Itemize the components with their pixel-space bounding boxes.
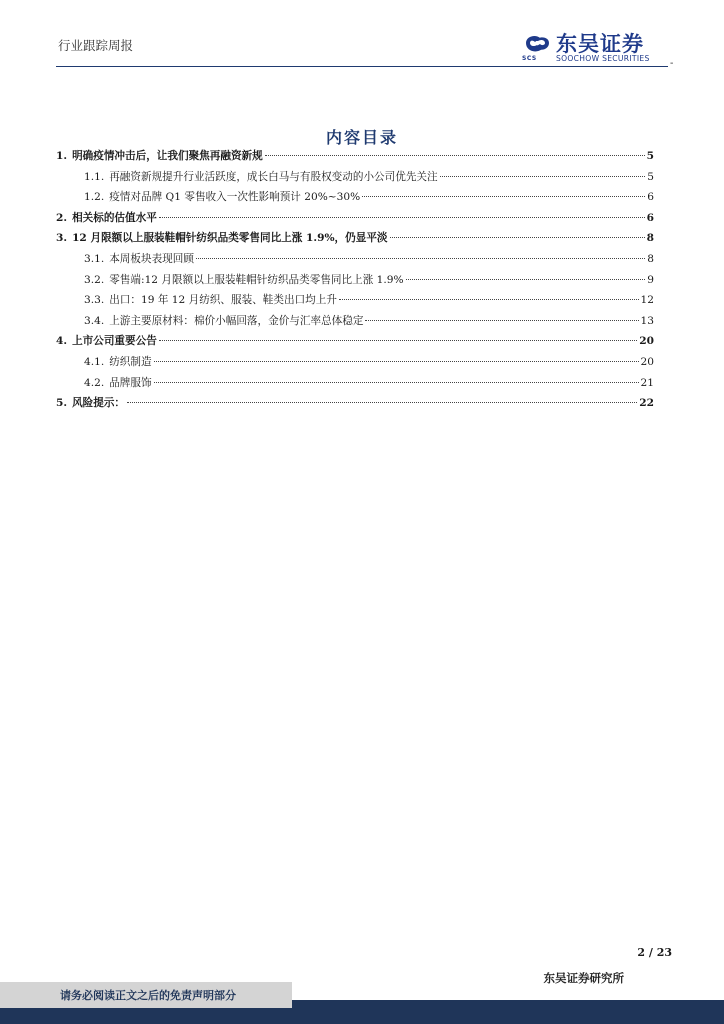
footer-bar (0, 982, 724, 1024)
toc-entry[interactable] (56, 272, 654, 293)
report-type-label: 行业跟踪周报 (58, 38, 134, 53)
toc-entry-number: 4.2. (84, 376, 105, 389)
toc-entry[interactable] (56, 169, 654, 190)
header-dash: - (670, 58, 674, 69)
toc-entry-number: 3.3. (84, 294, 105, 307)
toc-dot-leader (154, 361, 639, 362)
toc-entry-number: 1. (56, 150, 68, 162)
toc-entry-page: 6 (646, 211, 654, 224)
toc-entry[interactable] (56, 210, 654, 231)
toc-entry-title: 12 月限额以上服装鞋帽针纺织品类零售同比上涨 1.9%，仍显平淡 (72, 232, 388, 245)
toc-entry-page: 12 (640, 294, 654, 307)
toc-entry-title: 上游主要原材料：棉价小幅回落，金价与汇率总体稳定 (109, 314, 364, 327)
toc-entry-page: 6 (647, 191, 654, 204)
toc-dot-leader (362, 196, 645, 197)
toc-entry-number: 5. (56, 397, 68, 410)
toc-entry-page: 9 (647, 273, 654, 286)
toc-entry-number: 4. (56, 335, 68, 348)
logo-abbreviation: SCS (522, 55, 537, 62)
toc-dot-leader (406, 279, 646, 280)
toc-entry-title: 出口：19 年 12 月纺织、服装、鞋类出口均上升 (109, 294, 337, 307)
toc-entry-page: 20 (639, 335, 654, 348)
toc-entry-title: 明确疫情冲击后，让我们聚焦再融资新规 (72, 150, 263, 162)
toc-dot-leader (390, 237, 645, 238)
toc-dot-leader (127, 402, 637, 403)
toc-dot-leader (265, 155, 645, 156)
toc-entry-page: 8 (646, 232, 654, 245)
toc-entry-title: 上市公司重要公告 (72, 335, 157, 348)
toc-entry-number: 3.2. (84, 273, 105, 286)
toc-entry-title: 再融资新规提升行业活跃度，成长白马与有股权变动的小公司优先关注 (109, 170, 438, 183)
toc-entry-number: 1.1. (84, 170, 105, 183)
toc-entry-page: 5 (646, 150, 654, 162)
toc-entry-title: 纺织制造 (109, 355, 152, 368)
company-logo (520, 30, 670, 66)
toc-entry[interactable] (56, 292, 654, 313)
footer-stripe (292, 1000, 724, 1008)
toc-entry[interactable] (56, 354, 654, 375)
toc-entry-number: 2. (56, 211, 68, 224)
toc-dot-leader (440, 176, 646, 177)
logo-emblem-icon (522, 32, 552, 54)
toc-entry-page: 21 (640, 376, 654, 389)
toc-dot-leader (196, 258, 645, 259)
toc-dot-leader (365, 320, 638, 321)
toc-dot-leader (159, 217, 645, 218)
toc-entry-title: 疫情对品牌 Q1 零售收入一次性影响预计 20%~30% (109, 191, 361, 204)
toc-entry-page: 5 (647, 170, 654, 183)
toc-entry-page: 20 (640, 355, 654, 368)
footer-dark-band (0, 1008, 724, 1024)
toc-entry-number: 1.2. (84, 191, 105, 204)
toc-entry-title: 相关标的估值水平 (72, 211, 157, 224)
footer-organization: 东吴证券研究所 (543, 971, 624, 985)
toc-entry-number: 3. (56, 232, 68, 245)
toc-title: 内容目录 (325, 128, 398, 147)
toc-entry-title: 风险提示： (72, 397, 126, 410)
toc-entry[interactable] (56, 395, 654, 416)
toc-entry[interactable] (56, 313, 654, 334)
logo-chinese-name: 东吴证券 (556, 32, 644, 56)
disclaimer-notice: 请务必阅读正文之后的免责声明部分 (60, 989, 236, 1002)
logo-english-name: SOOCHOW SECURITIES (556, 54, 650, 63)
toc-entry-number: 3.4. (84, 314, 105, 327)
toc-entry[interactable] (56, 375, 654, 396)
toc-entry[interactable] (56, 189, 654, 210)
toc-entry-number: 4.1. (84, 355, 105, 368)
toc-entry-number: 3.1. (84, 252, 105, 265)
toc-entry-title: 零售端:12 月限额以上服装鞋帽针纺织品类零售同比上涨 1.9% (109, 273, 404, 286)
toc-entry-title: 本周板块表现回顾 (109, 252, 194, 265)
toc-entry[interactable] (56, 251, 654, 272)
table-of-contents (56, 148, 654, 416)
toc-entry[interactable] (56, 230, 654, 251)
toc-entry[interactable] (56, 148, 654, 169)
toc-dot-leader (339, 299, 639, 300)
page-number: 2 / 23 (637, 946, 672, 959)
toc-entry[interactable] (56, 333, 654, 354)
toc-dot-leader (154, 382, 639, 383)
toc-entry-page: 22 (639, 397, 654, 410)
toc-dot-leader (159, 340, 637, 341)
toc-entry-page: 13 (640, 314, 654, 327)
toc-entry-page: 8 (647, 252, 654, 265)
toc-entry-title: 品牌服饰 (109, 376, 152, 389)
header-divider (56, 66, 668, 67)
